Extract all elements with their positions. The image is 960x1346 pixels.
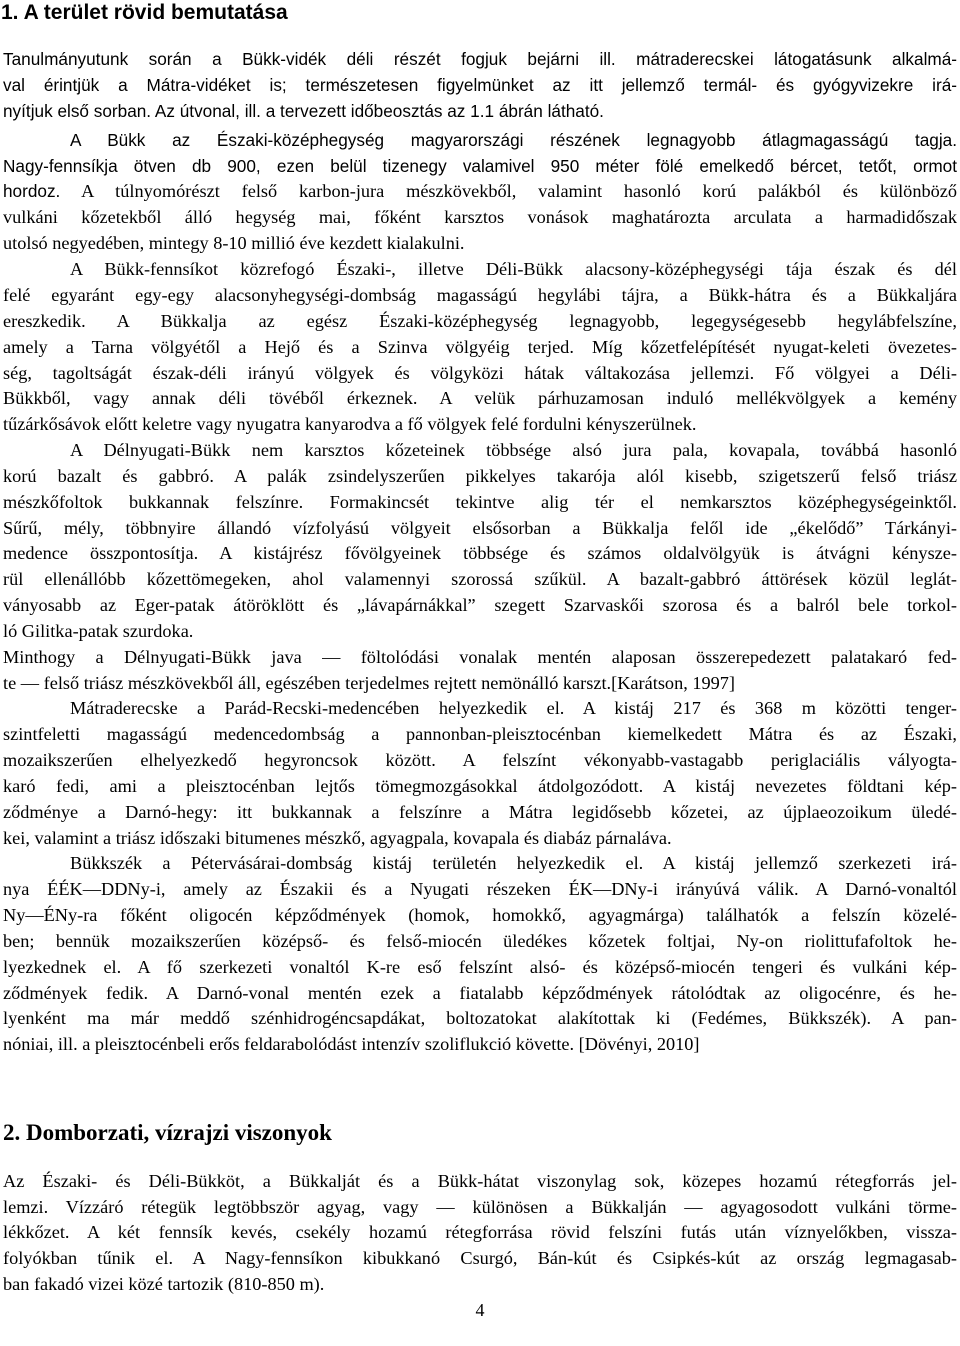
paragraph-fragment: hordoz.: [3, 181, 61, 201]
paragraph-line: mészkőfoltok bukkannak felszínre. Formakincsét tekintve alig tér el nemkarsztos középhegységeinktől.: [3, 492, 957, 512]
paragraph-line: ban fakadó vizei közé tartozik (810-850 m).: [3, 1274, 325, 1294]
section-heading-1: 1. A terület rövid bemutatása: [1, 1, 288, 24]
paragraph-line: ség, tagoltságát észak-déli irányú völgyek és völgyközi hátak váltakozása jellemzi. Fő völgyei a Déli-: [3, 363, 957, 383]
paragraph-line: felé egyaránt egy-egy alacsonyhegységi-dombság magasságú hegylábi tájra, a Bükk-hátra és a Bükkaljára: [3, 285, 957, 305]
paragraph-line: lemzi. Vízzáró rétegük legtöbbször agyag, vagy — különösen a Bükkalján — agyagosodott vulkáni törme-: [3, 1197, 957, 1217]
paragraph-line: nyítjuk első sorban. Az útvonal, ill. a tervezett időbeosztás az 1.1 ábrán látható.: [3, 101, 604, 121]
paragraph-line: Ny—ÉNy-ra főként oligocén képződmények (homok, homokkő, agyagmárga) találhatók a felszín közelé-: [3, 905, 957, 925]
paragraph-line: Mátraderecske a Parád-Recski-medencében helyezkedik el. A kistáj 217 és 368 m közötti tenger-: [70, 698, 957, 718]
page-number: 4: [475, 1300, 485, 1320]
paragraph-line: medence összpontosítja. A kistájrész fővölgyeinek többsége és számos oldalvölgyük is átvágni kénysze-: [3, 543, 957, 563]
paragraph-line: Bükkből, vagy annak déli tövéből érkeznek. A velük párhuzamosan induló mellékvölgyek a kemény: [3, 388, 957, 408]
paragraph-line: utolsó negyedében, mintegy 8-10 millió éve kezdett kialakulni.: [3, 233, 465, 253]
paragraph-line: kei, valamint a triász időszaki bitumenes mészkő, agyagpala, kovapala és diabáz párnaláva.: [3, 828, 672, 848]
paragraph-line: lyezkednek el. A fő szerkezeti vonaltól K-re eső felszínt alsó- és középső-miocén tengeri és vulkáni kép-: [3, 957, 957, 977]
paragraph-line: vulkáni kőzetekből álló hegység mai, főként karsztos vonások maghatározta arculata a harmadidőszak: [3, 207, 957, 227]
paragraph-line: ló Gilitka-patak szurdoka.: [3, 621, 194, 641]
paragraph-line: te — felső triász mészkövekből áll, egészében terjedelmes rejtett nemönálló karszt.[Karátson, 1997]: [3, 673, 735, 693]
paragraph-line: Minthogy a Délnyugati-Bükk java — föltolódási vonalak mentén alaposan összerepedezett palatakaró fed-: [3, 647, 957, 667]
paragraph-line: nóniai, ill. a pleisztocénbeli erős feldarabolódást intenzív szoliflukció követte. [Dövényi, 2010]: [3, 1034, 700, 1054]
paragraph-line: szintfeletti magasságú medencedombság a pannonban-pleisztocénban kiemelkedett Mátra és az Északi,: [3, 724, 957, 744]
paragraph-line: Tanulmányutunk során a Bükk-vidék déli részét fogjuk bejárni ill. mátraderecskei látogatásunk alkalmá-: [3, 49, 957, 69]
paragraph-line: mozaikszerűen elhelyezkedő hegyroncsok között. A felszínt vékonyabb-vastagabb periglaciális vályogta-: [3, 750, 957, 770]
paragraph-line: A Bükk-fennsíkot közrefogó Északi-, illetve Déli-Bükk alacsony-középhegységi tája észak és dél: [70, 259, 957, 279]
paragraph-line: folyókban tűnik el. A Nagy-fennsíkon kibukkanó Csurgó, Bán-kút és Csipkés-kút az ország legmagasab-: [3, 1248, 957, 1268]
paragraph-fragment: A túlnyomórészt felső karbon-jura mészkövekből, valamint hasonló korú palákból és különböző: [60, 181, 957, 201]
paragraph-line: tűzárkősávok előtt keletre vagy nyugatra kanyarodva a fő völgyek felé fordulni kényszerülnek.: [3, 414, 697, 434]
paragraph-line: ereszkedik. A Bükkalja az egész Északi-középhegység legnagyobb, legegységesebb hegylábfelszíne,: [3, 311, 957, 331]
section-heading-2: 2. Domborzati, vízrajzi viszonyok: [3, 1120, 332, 1145]
paragraph-line: Az Északi- és Déli-Bükköt, a Bükkalját és a Bükk-hátat viszonylag sok, közepes hozamú rétegforrás jel-: [3, 1171, 957, 1191]
paragraph-line: Bükkszék a Pétervásárai-dombság kistáj területén helyezkedik el. A kistáj jellemző szerkezeti irá-: [70, 853, 957, 873]
paragraph-line: ződménye a Darnó-hegy: itt bukkannak a felszínre a Mátra legidősebb kőzetei, az újplaeozoikum üledé-: [3, 802, 957, 822]
paragraph-line: ben; bennük mozaikszerűen középső- és felső-miocén üledékes kőzetek foltjai, Ny-on riolittufafoltok he-: [3, 931, 957, 951]
paragraph-line: Nagy-fennsíkja ötven db 900, ezen belül tizenegy valamivel 950 méter fölé emelkedő bércet, tetőt, ormot: [3, 156, 957, 176]
paragraph-line: lyenként ma már meddő szénhidrogéncsapdákat, boltozatokat alakítottak ki (Fedémes, Bükkszék). A pan-: [3, 1008, 957, 1028]
paragraph-line: amely a Tarna völgyétől a Hejő és a Szinva völgyéig terjed. Míg kőzetfelépítését nyugat-keleti övezetes-: [3, 337, 957, 357]
paragraph-line: A Délnyugati-Bükk nem karsztos kőzeteinek többsége alsó jura pala, kovapala, továbbá hasonló: [70, 440, 957, 460]
paragraph-line: ződmények fedik. A Darnó-vonal mentén ezek a fiatalabb képződmények rátolódtak az oligocénre, és he-: [3, 983, 957, 1003]
paragraph-line: karó fedi, ami a pleisztocénban lejtős tömegmozgásokkal átdolgozódott. A kistáj nevezetes földtani kép-: [3, 776, 957, 796]
paragraph-line: nya ÉÉK—DDNy-i, amely az Északii és a Nyugati részeken ÉK—DNy-i irányúvá válik. A Darnó-vonaltól: [3, 879, 957, 899]
paragraph-line: [3, 178, 957, 204]
paragraph-line: ványosabb az Eger-patak átöröklött és „lávapárnákkal” szegett Szarvaskői szorosa és a balról bele torkol-: [3, 595, 957, 615]
paragraph-line: Sűrű, mély, többnyire állandó vízfolyású völgyeit elsősorban a Bükkalja felől ide „ékelődő” Tárkányi-: [3, 518, 957, 538]
paragraph-line: val érintjük a Mátra-vidéket is; természetesen figyelmünket az itt jellemző termál- és gyógyvizekre irá-: [3, 75, 957, 95]
paragraph-line: A Bükk az Északi-középhegység magyarországi részének legnagyobb átlagmagasságú tagja.: [70, 130, 957, 150]
paragraph-line: korú bazalt és gabbró. A palák zsindelyszerűen pikkelyes takarója alól kisebb, szigetszerű felső triász: [3, 466, 957, 486]
paragraph-line: lékkőzet. A két fennsík kevés, csekély hozamú rétegforrása rövid felszíni futás után víznyelőkben, vissza-: [3, 1222, 957, 1242]
paragraph-line: rül ellenállóbb kőzettömegeken, ahol valamennyi szorossá szűkül. A bazalt-gabbró áttörések közül leglát-: [3, 569, 957, 589]
